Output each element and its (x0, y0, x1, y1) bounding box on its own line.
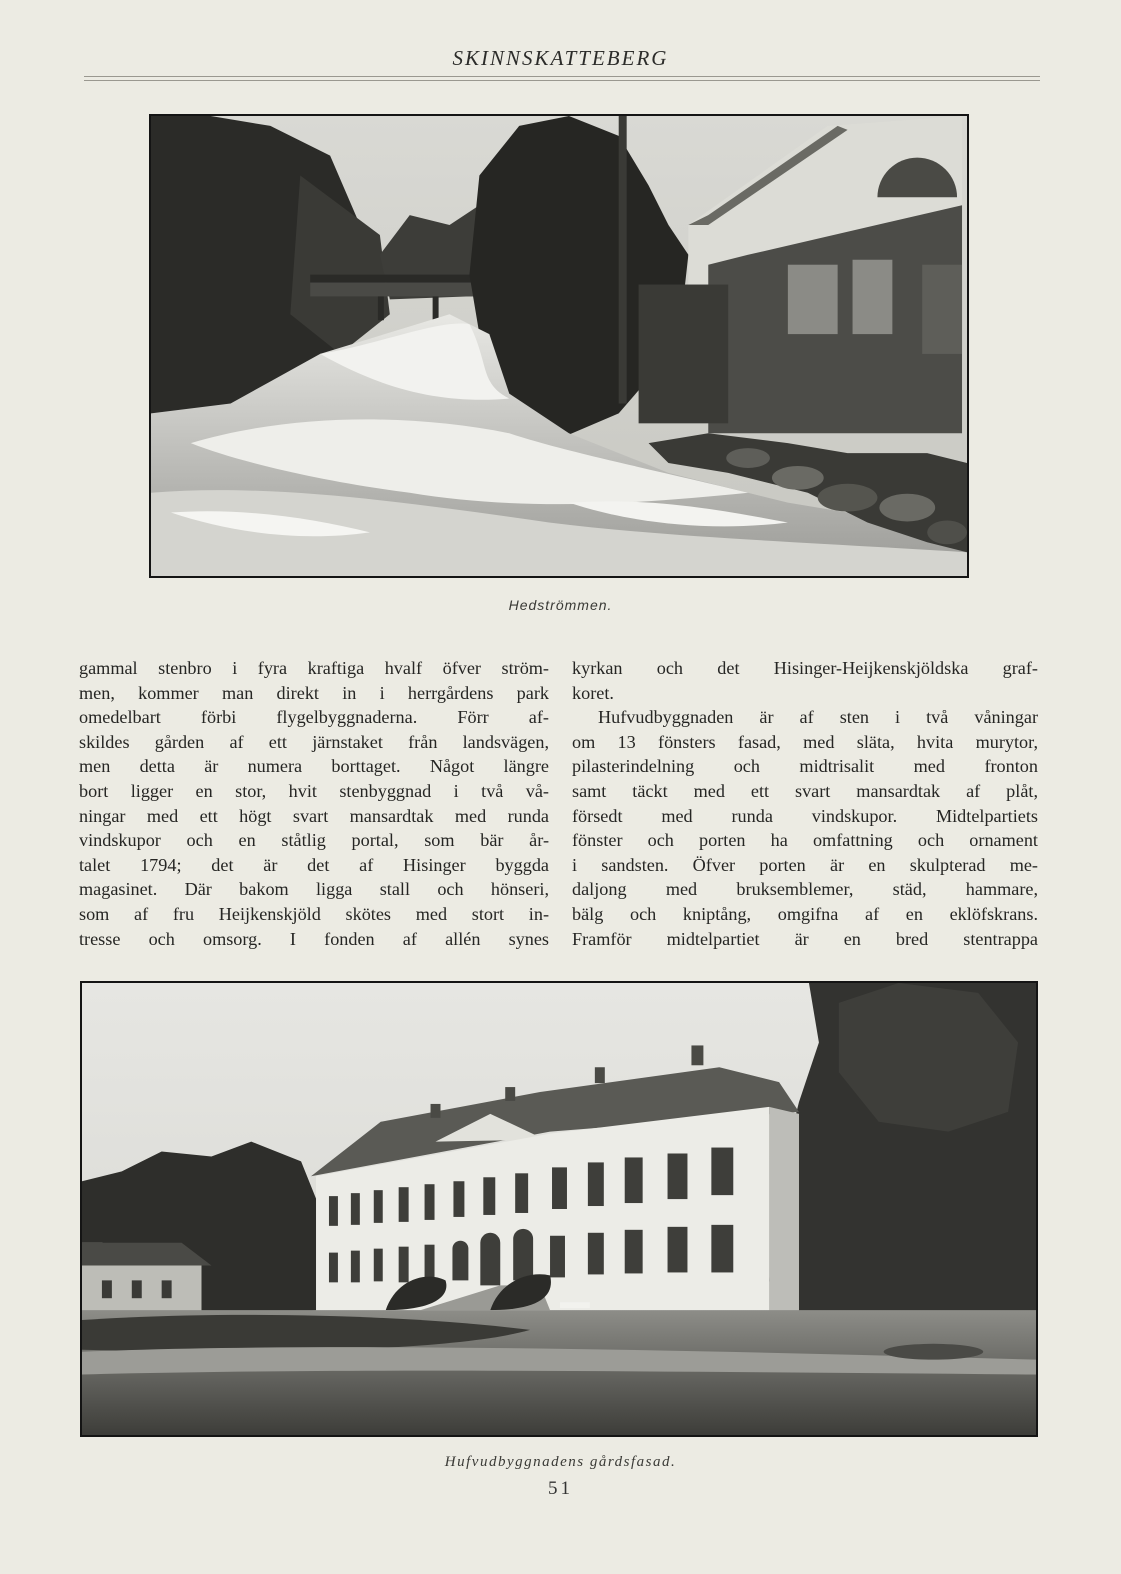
text-line: daljong med bruksemblemer, städ, hammare, (572, 879, 1038, 900)
text-line: talet 1794; det är det af Hisinger byggda (79, 854, 549, 875)
manor-photo-illustration (82, 983, 1036, 1435)
text-line: omedelbart förbi flygelbyggnaderna. Förr af- (79, 707, 549, 728)
photo-hufvudbyggnad (80, 981, 1038, 1437)
text-line: gammal stenbro i fyra kraftiga hvalf öfver ström- (79, 658, 549, 678)
text-line: tresse och omsorg. I fonden af allén synes (79, 928, 549, 949)
text-line: magasinet. Där bakom ligga stall och hönseri, (79, 879, 549, 900)
text-line: pilasterindelning och midtrisalit med fronton (572, 756, 1038, 777)
header-rule-double (84, 80, 1040, 81)
text-line: skildes gården af ett järnstaket från landsvägen, (79, 731, 549, 752)
text-line: i sandsten. Öfver porten är en skulpterad me- (572, 854, 1038, 875)
text-line: vindskupor och en ståtlig portal, som bär år- (79, 830, 549, 851)
text-line: kyrkan och det Hisinger-Heijkenskjöldska graf- (572, 658, 1038, 678)
text-line: om 13 fönsters fasad, med släta, hvita murytor, (572, 731, 1038, 752)
text-line: försedt med runda vindskupor. Midtelpartiets (572, 805, 1038, 826)
caption-hedstrommen: Hedströmmen. (508, 597, 613, 613)
text-line: som af fru Heijkenskjöld skötes med stort in- (79, 903, 549, 924)
text-line: fönster och porten ha omfattning och ornament (572, 830, 1038, 851)
header-rule (84, 76, 1040, 77)
text-line: samt täckt med ett svart mansardtak af plåt, (572, 780, 1038, 801)
photo-hedstrommen (149, 114, 969, 578)
text-line: koret. (572, 682, 614, 703)
text-column-left (79, 656, 549, 951)
running-title: SKINNSKATTEBERG (452, 46, 669, 70)
text-line: men, kommer man direkt in i herrgårdens park (79, 682, 549, 703)
caption-hufvudbyggnad: Hufvudbyggnadens gårdsfasad. (444, 1454, 677, 1470)
page-number: 51 (548, 1478, 573, 1499)
text-line: ningar med ett högt svart mansardtak med runda (79, 805, 549, 826)
text-line-indent: Hufvudbyggnaden är af sten i två våningar (598, 707, 1038, 728)
rapids-photo-illustration (151, 116, 967, 576)
text-line: Framför midtelpartiet är en bred stentrappa (572, 928, 1038, 949)
text-line: bort ligger en stor, hvit stenbyggnad i två vå- (79, 780, 549, 801)
text-line: men detta är numera borttaget. Något längre (79, 756, 549, 777)
text-line: bälg och kniptång, omgifna af en eklöfskrans. (572, 903, 1038, 924)
text-column-right (572, 656, 1038, 951)
